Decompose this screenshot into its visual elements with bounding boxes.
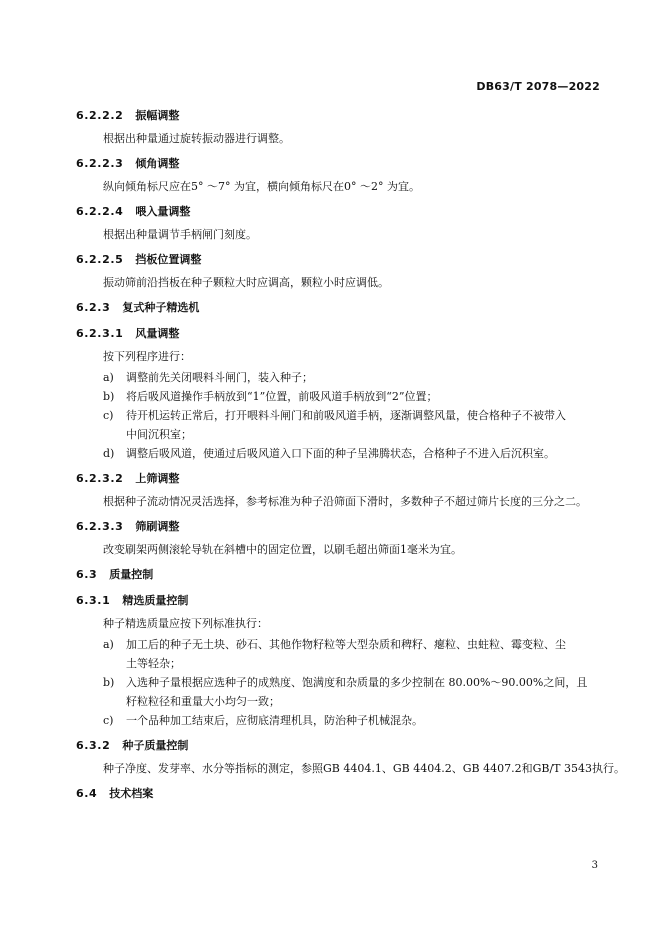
list-marker: c): [103, 714, 114, 727]
list-item-text: 一个品种加工结束后，应彻底清理机具，防治种子机械混杂。: [126, 714, 423, 727]
paragraph: 根据出种量调节手柄闸门刻度。: [103, 228, 257, 241]
list-item-text: 籽粒粒径和重量大小均匀一致；: [126, 695, 280, 708]
list-item-text: 调整前先关闭喂料斗闸门，装入种子；: [126, 371, 313, 384]
section-title: 复式种子精选机: [122, 301, 200, 314]
list-marker: a): [103, 371, 114, 384]
paragraph: 种子精选质量应按下列标准执行：: [103, 617, 268, 630]
section-number: 6.2.3: [76, 301, 111, 314]
section-number: 6.4: [76, 787, 98, 800]
list-item: [76, 711, 602, 730]
list-item-text: 待开机运转正常后，打开喂料斗闸门和前吸风道手柄，逐渐调整风量，使合格种子不被带入: [126, 409, 566, 422]
section-heading: [76, 469, 602, 489]
section-heading: [76, 106, 602, 126]
paragraph: 按下列程序进行：: [103, 350, 191, 363]
list-item: [76, 673, 602, 711]
paragraph: 根据种子流动情况灵活选择，参考标准为种子沿筛面下滑时，多数种子不超过筛片长度的三分之二。: [103, 495, 587, 508]
section-heading: [76, 202, 602, 222]
section-title: 种子质量控制: [122, 739, 189, 752]
document-body: [76, 106, 625, 804]
section-number: 6.3.2: [76, 739, 111, 752]
section-heading: [76, 784, 602, 804]
section-number: 6.2.2.3: [76, 157, 124, 170]
list-marker: c): [103, 409, 114, 422]
list-item-text: 加工后的种子无土块、砂石、其他作物籽粒等大型杂质和稗籽、瘪粒、虫蛀粒、霉变粒、尘: [126, 638, 566, 651]
list-item: [76, 406, 602, 444]
section-number: 6.3: [76, 568, 98, 581]
section-number: 6.2.2.2: [76, 109, 124, 122]
section-number: 6.2.3.2: [76, 472, 124, 485]
section-number: 6.2.2.5: [76, 253, 124, 266]
paragraph: 种子净度、发芽率、水分等指标的测定，参照GB 4404.1、GB 4404.2、GB 4407.2和GB/T 3543执行。: [103, 762, 625, 775]
list-marker: b): [103, 390, 115, 403]
section-number: 6.2.2.4: [76, 205, 124, 218]
list-marker: a): [103, 638, 114, 651]
section-title: 喂入量调整: [135, 205, 191, 218]
paragraph: 纵向倾角标尺应在5° ～7° 为宜，横向倾角标尺在0° ～2° 为宜。: [103, 180, 420, 193]
list-item: [76, 444, 602, 463]
section-title: 挡板位置调整: [135, 253, 202, 266]
section-heading: [76, 154, 602, 174]
list-item: [76, 635, 602, 673]
list-marker: d): [103, 447, 115, 460]
list-item-text: 调整后吸风道，使通过后吸风道入口下面的种子呈沸腾状态，合格种子不进入后沉积室。: [126, 447, 555, 460]
section-number: 6.2.3.3: [76, 520, 124, 533]
section-title: 技术档案: [109, 787, 154, 800]
section-heading: [76, 324, 602, 344]
paragraph: 改变刷架两侧滚轮导轨在斜槽中的固定位置，以刷毛超出筛面1毫米为宜。: [103, 543, 462, 556]
section-number: 6.3.1: [76, 594, 111, 607]
list-item-text: 土等轻杂；: [126, 657, 181, 670]
list-item-text: 中间沉积室；: [126, 428, 192, 441]
section-heading: [76, 736, 602, 756]
page-number: 3: [591, 860, 598, 871]
list-item: [76, 368, 602, 387]
paragraph: 振动筛前沿挡板在种子颗粒大时应调高，颗粒小时应调低。: [103, 276, 389, 289]
section-title: 上筛调整: [135, 472, 180, 485]
section-heading: [76, 298, 602, 318]
section-heading: [76, 591, 602, 611]
section-heading: [76, 250, 602, 270]
section-title: 精选质量控制: [122, 594, 189, 607]
paragraph: 根据出种量通过旋转振动器进行调整。: [103, 132, 290, 145]
list-item: [76, 387, 602, 406]
section-title: 振幅调整: [135, 109, 180, 122]
section-heading: [76, 517, 602, 537]
section-title: 风量调整: [135, 327, 180, 340]
list-marker: b): [103, 676, 115, 689]
section-title: 质量控制: [109, 568, 154, 581]
section-title: 筛刷调整: [135, 520, 180, 533]
list-item-text: 入选种子量根据应选种子的成熟度、饱满度和杂质量的多少控制在 80.00%～90.00%之间，且: [126, 676, 588, 689]
section-heading: [76, 565, 602, 585]
section-number: 6.2.3.1: [76, 327, 124, 340]
section-title: 倾角调整: [135, 157, 180, 170]
list-item-text: 将后吸风道操作手柄放到“1”位置，前吸风道手柄放到“2”位置；: [126, 390, 438, 403]
document-code: DB63/T 2078—2022: [476, 80, 600, 93]
